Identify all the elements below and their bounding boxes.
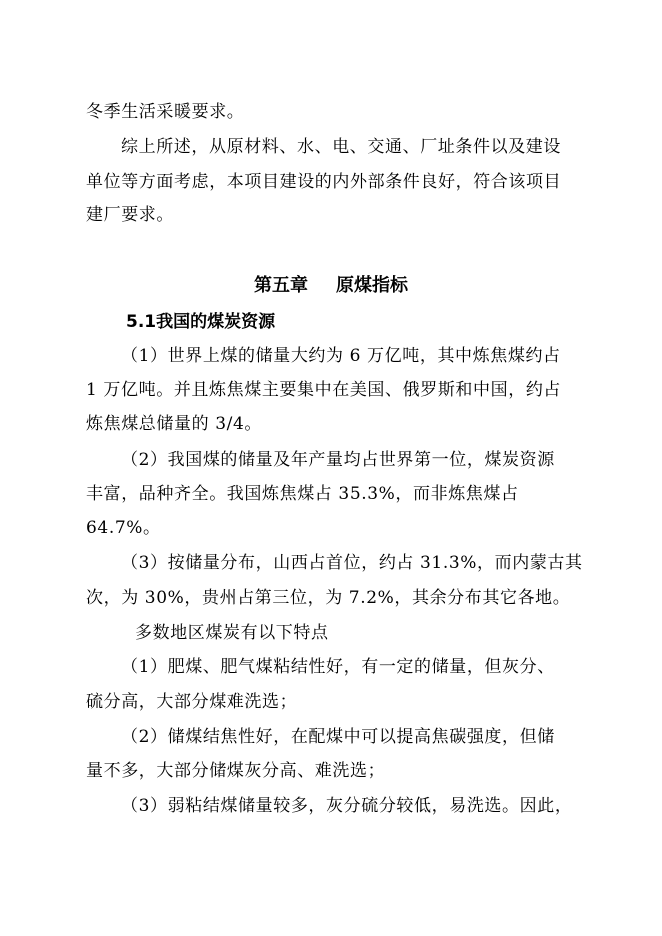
paragraph-line: 多数地区煤炭有以下特点 [135,623,329,643]
paragraph-line: （3）按储量分布，山西占首位，约占 31.3%，而内蒙古其 [121,553,583,573]
chapter-number: 第五章 [254,275,308,296]
paragraph-line: （2）我国煤的储量及年产量均占世界第一位，煤炭资源 [121,450,555,470]
paragraph-line: 炼焦煤总储量的 3/4。 [86,414,262,434]
paragraph-line: 综上所述，从原材料、水、电、交通、厂址条件以及建设 [121,137,561,157]
paragraph-line: 冬季生活采暖要求。 [86,102,245,122]
paragraph-line: 建厂要求。 [86,205,174,225]
paragraph-line: 64.7%。 [86,518,161,538]
paragraph-line: 量不多，大部分储煤灰分高、难洗选； [86,761,386,781]
section-heading: 5.1我国的煤炭资源 [126,312,276,332]
paragraph-line: 1 万亿吨。并且炼焦煤主要集中在美国、俄罗斯和中国，约占 [86,380,562,400]
paragraph-line: （3）弱粘结煤储量较多，灰分硫分较低，易洗选。因此， [121,796,573,816]
paragraph-line: 单位等方面考虑，本项目建设的内外部条件良好，符合该项目 [86,172,562,192]
paragraph-line: （1）世界上煤的储量大约为 6 万亿吨，其中炼焦煤约占 [121,346,561,366]
chapter-heading [0,274,662,298]
paragraph-line: （2）储煤结焦性好，在配煤中可以提高焦碳强度，但储 [121,727,555,747]
chapter-title: 原煤指标 [336,275,408,296]
paragraph-line: 丰富，品种齐全。我国炼焦煤占 35.3%，而非炼焦煤占 [86,484,519,504]
paragraph-line: 次，为 30%，贵州占第三位，为 7.2%，其余分布其它各地。 [86,588,571,608]
paragraph-line: （1）肥煤、肥气煤粘结性好，有一定的储量，但灰分、 [121,657,555,677]
paragraph-line: 硫分高，大部分煤难洗选； [86,692,298,712]
